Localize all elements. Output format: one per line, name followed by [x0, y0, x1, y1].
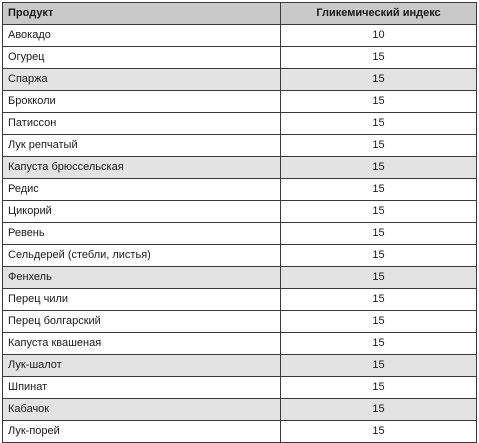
table-row — [3, 135, 477, 157]
product-cell: Ревень — [3, 223, 281, 245]
table-row — [3, 245, 477, 267]
gi-value-cell: 15 — [281, 157, 477, 179]
product-cell: Лук-порей — [3, 421, 281, 443]
table-row — [3, 47, 477, 69]
table-row — [3, 421, 477, 443]
table-row — [3, 69, 477, 91]
gi-value-cell: 15 — [281, 377, 477, 399]
gi-value-cell: 15 — [281, 289, 477, 311]
gi-value-cell: 15 — [281, 421, 477, 443]
gi-value-cell: 15 — [281, 135, 477, 157]
table-row — [3, 289, 477, 311]
gi-value-cell: 15 — [281, 91, 477, 113]
product-cell: Капуста брюссельская — [3, 157, 281, 179]
table-row — [3, 157, 477, 179]
gi-value-cell: 15 — [281, 311, 477, 333]
product-cell: Редис — [3, 179, 281, 201]
product-cell: Спаржа — [3, 69, 281, 91]
product-cell: Лук-шалот — [3, 355, 281, 377]
product-cell: Патиссон — [3, 113, 281, 135]
product-cell: Перец чили — [3, 289, 281, 311]
product-cell: Перец болгарский — [3, 311, 281, 333]
product-cell: Огурец — [3, 47, 281, 69]
product-cell: Шпинат — [3, 377, 281, 399]
gi-value-cell: 15 — [281, 267, 477, 289]
gi-value-cell: 10 — [281, 25, 477, 47]
product-cell: Фенхель — [3, 267, 281, 289]
table-row — [3, 179, 477, 201]
table-row — [3, 311, 477, 333]
table-row — [3, 25, 477, 47]
table-row — [3, 201, 477, 223]
gi-value-cell: 15 — [281, 245, 477, 267]
table-row — [3, 113, 477, 135]
gi-value-cell: 15 — [281, 69, 477, 91]
gi-value-cell: 15 — [281, 223, 477, 245]
table-row — [3, 355, 477, 377]
product-cell: Брокколи — [3, 91, 281, 113]
table-row — [3, 91, 477, 113]
table-header-row — [3, 3, 477, 25]
gi-value-cell: 15 — [281, 47, 477, 69]
table-row — [3, 333, 477, 355]
column-header-product: Продукт — [3, 3, 281, 25]
table-row — [3, 399, 477, 421]
product-cell: Сельдерей (стебли, листья) — [3, 245, 281, 267]
gi-value-cell: 15 — [281, 333, 477, 355]
gi-value-cell: 15 — [281, 355, 477, 377]
table-row — [3, 223, 477, 245]
product-cell: Авокадо — [3, 25, 281, 47]
gi-value-cell: 15 — [281, 399, 477, 421]
table-row — [3, 377, 477, 399]
gi-value-cell: 15 — [281, 179, 477, 201]
glycemic-index-table — [2, 2, 477, 443]
product-cell: Кабачок — [3, 399, 281, 421]
gi-value-cell: 15 — [281, 113, 477, 135]
product-cell: Цикорий — [3, 201, 281, 223]
product-cell: Лук репчатый — [3, 135, 281, 157]
product-cell: Капуста квашеная — [3, 333, 281, 355]
gi-value-cell: 15 — [281, 201, 477, 223]
table-row — [3, 267, 477, 289]
column-header-glycemic-index: Гликемический индекс — [281, 3, 477, 25]
